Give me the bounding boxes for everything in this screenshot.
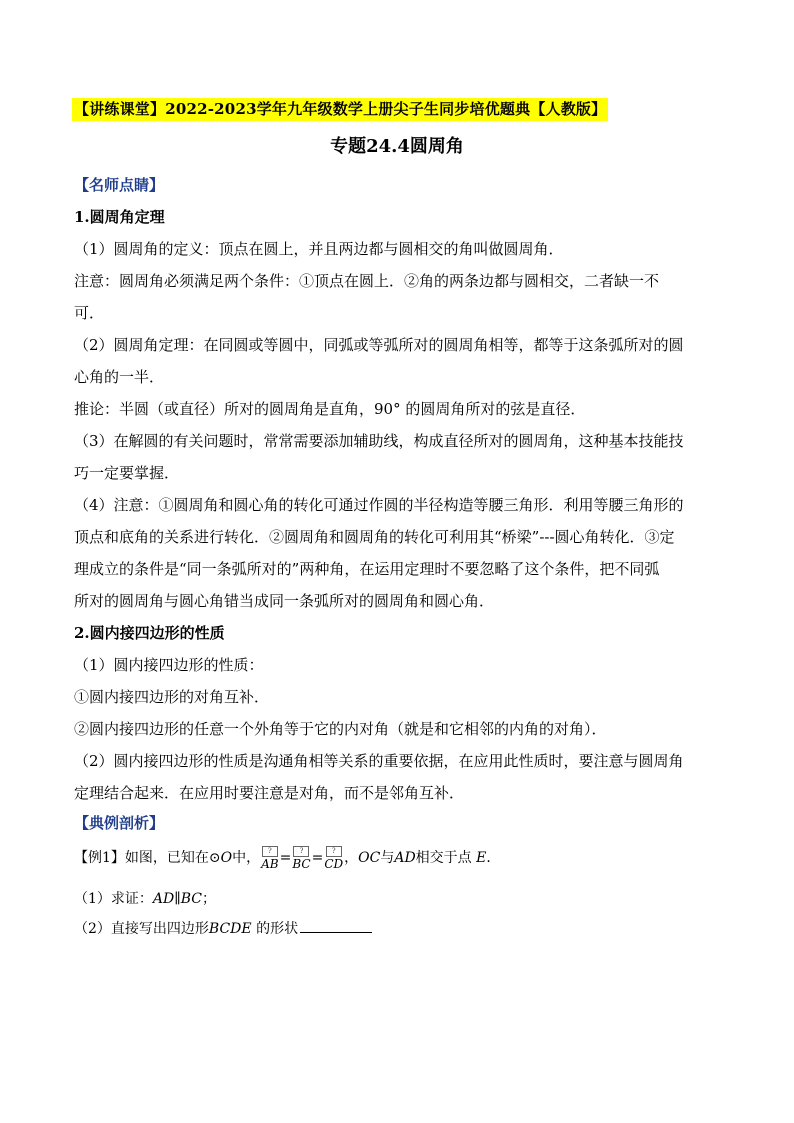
- example1-question-2: （2）直接写出四边形BCDE 的形状: [74, 918, 372, 940]
- section-example-analysis: 【典例剖析】: [74, 814, 165, 832]
- arc-ab: ? AB: [261, 847, 279, 871]
- text-line: （4）注意：①圆周角和圆心角的转化可通过作圆的半径构造等腰三角形．利用等腰三角形的: [74, 496, 684, 514]
- text-line: 理成立的条件是“同一条弧所对的”两种角，在运用定理时不要忽略了这个条件，把不同弧: [74, 560, 660, 578]
- arc-bc: ? BC: [292, 847, 311, 871]
- example1-question-1: （1）求证：AD∥BC；: [74, 891, 216, 907]
- text-line: （1）圆内接四边形的性质：: [74, 656, 264, 674]
- text-line: 推论：半圆（或直径）所对的圆周角是直角，90° 的圆周角所对的弦是直径．: [74, 400, 586, 418]
- text-line: 可．: [74, 304, 105, 322]
- text-line: ①圆内接四边形的对角互补．: [74, 688, 270, 706]
- section-teacher-tips: 【名师点睛】: [74, 176, 165, 194]
- text-line: 心角的一半．: [74, 368, 165, 386]
- text-line: ②圆内接四边形的任意一个外角等于它的内对角（就是和它相邻的内角的对角）．: [74, 720, 607, 738]
- text-line: 顶点和底角的关系进行转化．②圆周角和圆周角的转化可利用其“桥梁”---圆心角转化．③定: [74, 528, 675, 546]
- answer-blank[interactable]: [300, 918, 372, 933]
- text-line: 巧一定要掌握．: [74, 464, 180, 482]
- heading-cyclic-quadrilateral: 2.圆内接四边形的性质: [74, 624, 225, 642]
- header-banner: 【讲练课堂】2022-2023学年九年级数学上册尖子生同步培优题典【人教版】: [72, 98, 608, 121]
- page-title: 专题24.4圆周角: [330, 136, 464, 157]
- text-line: （3）在解圆的有关问题时，常常需要添加辅助线，构成直径所对的圆周角，这种基本技能技: [74, 432, 684, 450]
- text-line: 定理结合起来．在应用时要注意是对角，而不是邻角互补．: [74, 784, 465, 802]
- arc-cd: ? CD: [324, 847, 344, 871]
- text-line: （2）圆周角定理：在同圆或等圆中，同弧或等弧所对的圆周角相等，都等于这条弧所对的圆: [74, 336, 684, 354]
- text-line: （2）圆内接四边形的性质是沟通角相等关系的重要依据，在应用此性质时，要注意与圆周角: [74, 752, 684, 770]
- text-line: （1）圆周角的定义：顶点在圆上，并且两边都与圆相交的角叫做圆周角．: [74, 240, 564, 258]
- heading-inscribed-angle-theorem: 1.圆周角定理: [74, 208, 165, 226]
- example1-statement: 【例1】如图，已知在⊙O中， ? AB = ? BC = ? CD ，OC与AD相交于点 E．: [74, 847, 501, 871]
- text-line: 所对的圆周角与圆心角错当成同一条弧所对的圆周角和圆心角．: [74, 592, 495, 610]
- text-line: 注意：圆周角必须满足两个条件：①顶点在圆上．②角的两条边都与圆相交，二者缺一不: [74, 272, 660, 290]
